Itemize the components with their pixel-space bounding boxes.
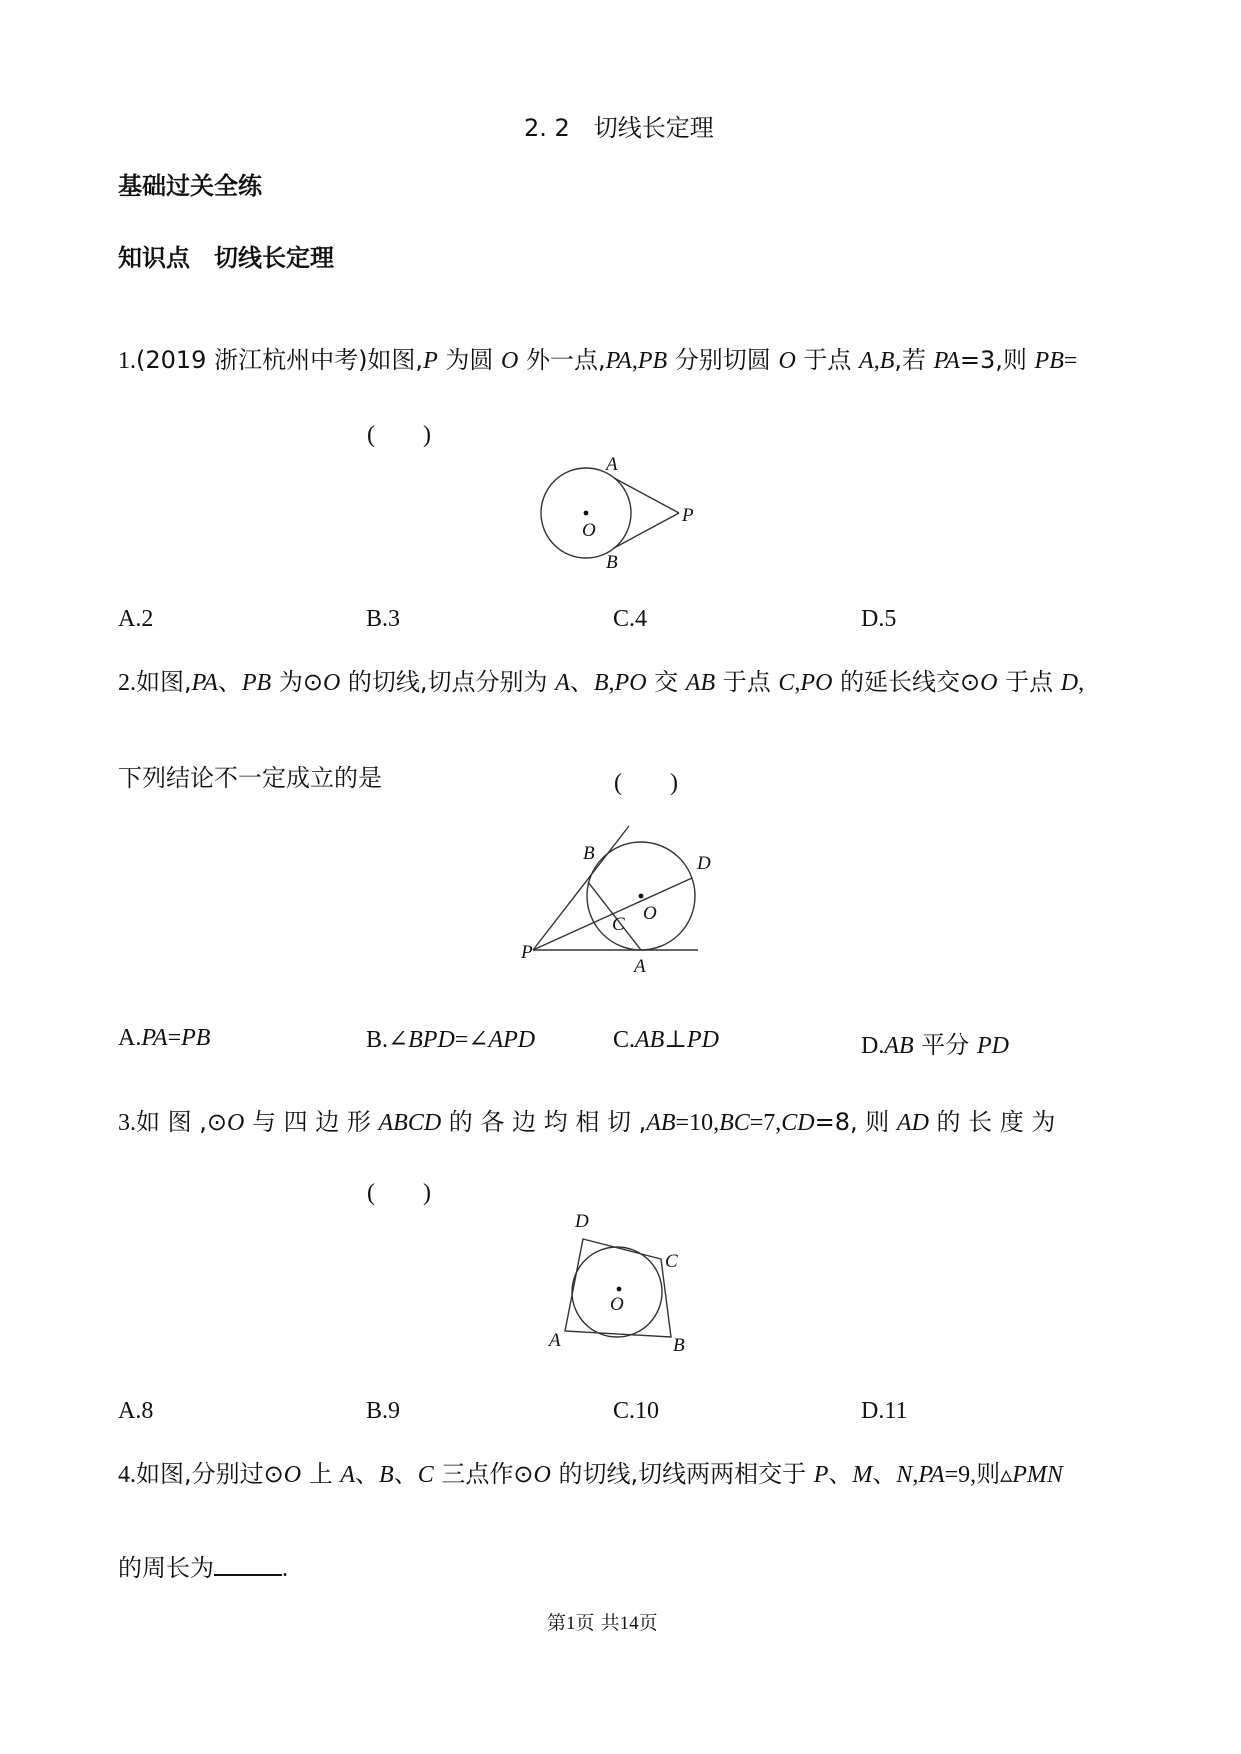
option-b: B.9 (366, 1398, 401, 1424)
label-d: D (575, 1211, 589, 1232)
answer-parentheses: ( ) (614, 770, 678, 796)
question-number: 4. (118, 1462, 136, 1488)
label-a: A (634, 956, 646, 977)
label-b: B (606, 552, 618, 573)
option-d: D.AB 平分 PD (861, 1031, 1009, 1059)
label-a: A (606, 454, 618, 475)
question-3-text: 3.如 图 ,⊙O 与 四 边 形 ABCD 的 各 边 均 相 切 ,AB=10,BC=7,CD=8, 则 AD 的 长 度 为 (118, 1108, 1056, 1136)
question-4-line2: 的周长为 . (118, 1554, 288, 1582)
label-p: P (521, 942, 533, 963)
question-number: 3. (118, 1110, 136, 1136)
question-2-line2: 下列结论不一定成立的是 (118, 764, 382, 792)
figure-3-quadrilateral (545, 1205, 695, 1355)
question-1-text: 1.(2019 浙江杭州中考)如图,P 为圆 O 外一点,PA,PB 分别切圆 O 于点 A,B,若 PA=3,则 PB= (118, 346, 1078, 374)
question-2-text: 2.如图,PA、PB 为⊙O 的切线,切点分别为 A、B,PO 交 AB 于点 C,PO 的延长线交⊙O 于点 D, (118, 668, 1085, 696)
label-c: C (612, 914, 625, 935)
center-o-dot (639, 894, 644, 899)
label-b: B (673, 1335, 685, 1355)
label-c: C (665, 1251, 678, 1272)
option-a: A.8 (118, 1398, 154, 1424)
figure-2-tangents (515, 822, 715, 982)
label-d: D (697, 853, 711, 874)
option-d: D.5 (861, 606, 897, 632)
option-a: A.PA=PB (118, 1025, 211, 1051)
question-number: 2. (118, 670, 136, 696)
figure-1-tangents (530, 448, 720, 578)
tangent-pb (614, 513, 679, 548)
answer-blank[interactable] (214, 1552, 282, 1576)
label-o: O (582, 520, 596, 541)
label-a: A (549, 1330, 561, 1351)
label-o: O (610, 1294, 624, 1315)
topic-heading: 知识点 切线长定理 (118, 244, 334, 272)
page-title: 2. 2 切线长定理 (524, 114, 714, 142)
answer-parentheses: ( ) (367, 1180, 431, 1206)
option-c: C.4 (613, 606, 648, 632)
question-number: 1. (118, 348, 136, 374)
option-c: C.AB⊥PD (613, 1027, 719, 1053)
label-p: P (682, 505, 694, 526)
tangent-pa (614, 478, 679, 513)
circle-o (572, 1247, 662, 1337)
page-footer: 第1页 共14页 (547, 1612, 658, 1634)
label-o: O (643, 903, 657, 924)
center-o-dot (584, 511, 589, 516)
option-b: B.3 (366, 606, 401, 632)
option-b: B.∠BPD=∠APD (366, 1027, 536, 1053)
label-b: B (583, 843, 595, 864)
option-c: C.10 (613, 1398, 660, 1424)
section-heading: 基础过关全练 (118, 172, 262, 200)
question-4-text: 4.如图,分别过⊙O 上 A、B、C 三点作⊙O 的切线,切线两两相交于 P、M、N,PA=9,则▵PMN (118, 1460, 1063, 1488)
option-d: D.11 (861, 1398, 908, 1424)
center-o-dot (617, 1287, 622, 1292)
answer-parentheses: ( ) (367, 422, 431, 448)
option-a: A.2 (118, 606, 154, 632)
